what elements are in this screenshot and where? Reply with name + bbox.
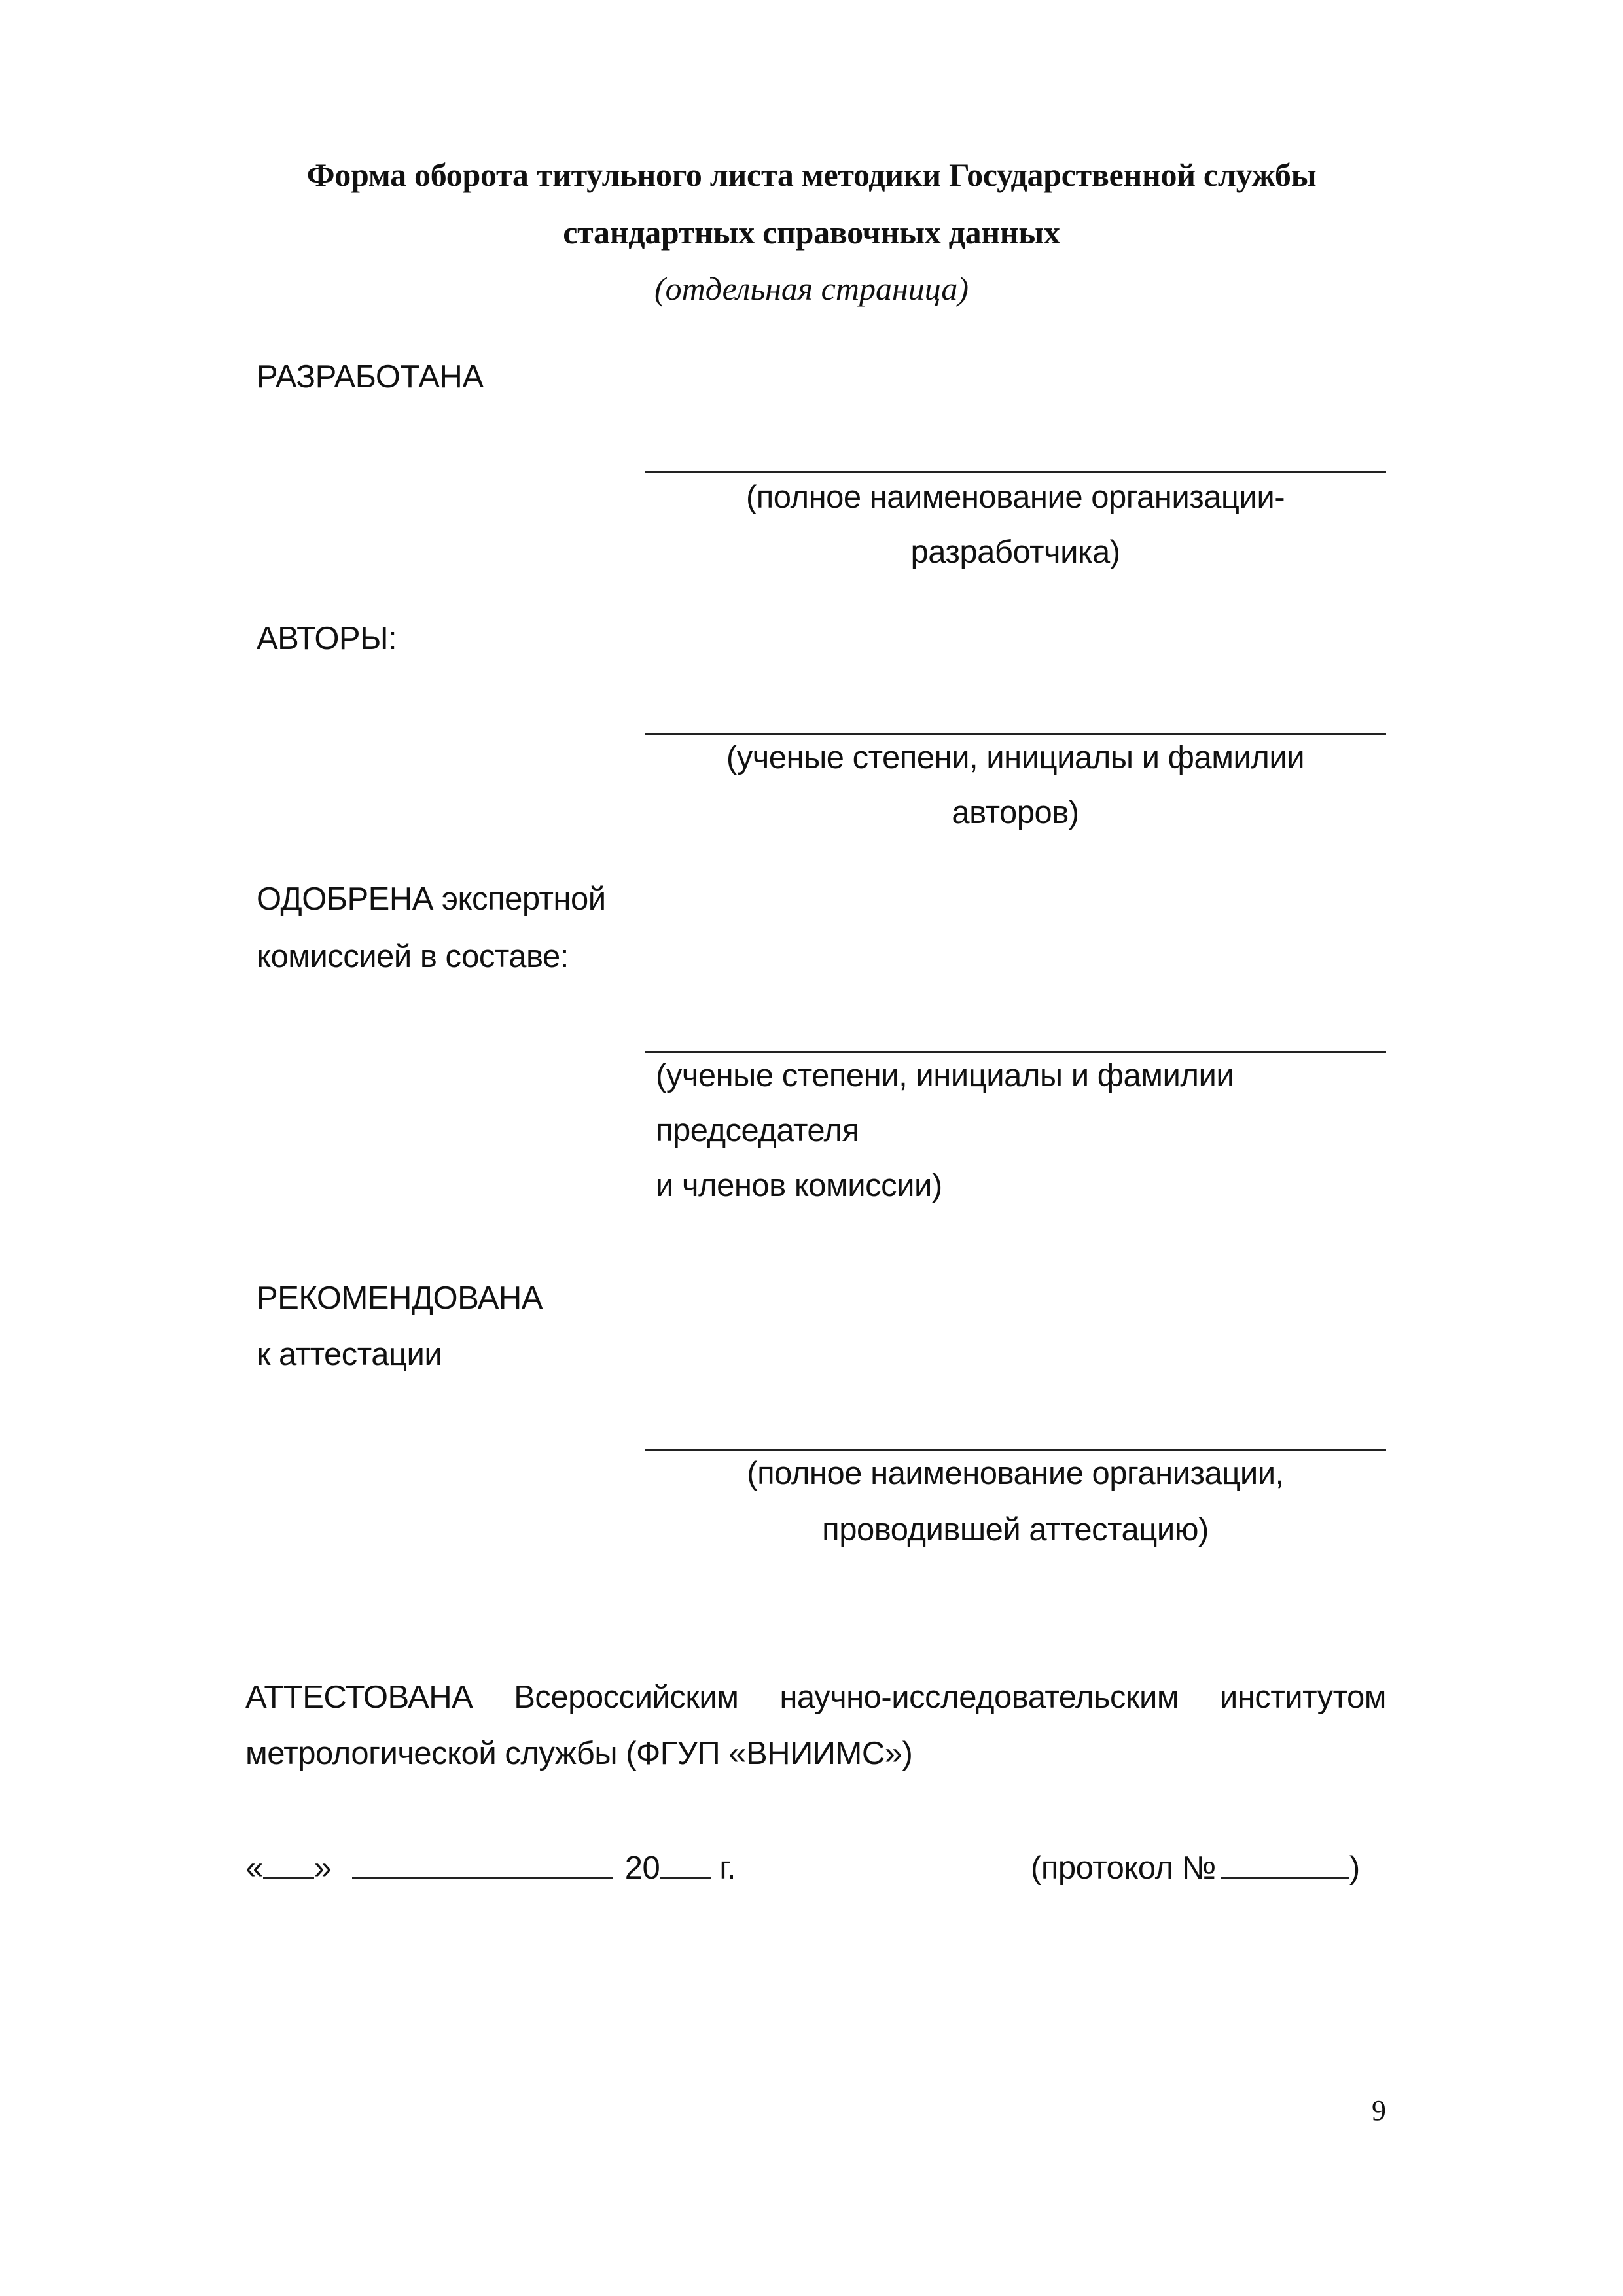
page-number: 9 [1372, 2094, 1386, 2127]
certified-word: Всероссийским [514, 1680, 739, 1715]
day-blank [263, 1848, 314, 1879]
form-title-line-1: Форма оборота титульного листа методики Государственной службы [306, 156, 1317, 193]
developer-name-line [645, 471, 1386, 473]
developer-hint-line-1: (полное наименование организации- [745, 480, 1285, 515]
recommended-label-line-1: РЕКОМЕНДОВАНА [257, 1280, 543, 1316]
commission-hint-line-1: (ученые степени, инициалы и фамилии [656, 1058, 1234, 1093]
year-suffix: г. [719, 1850, 736, 1886]
certified-word: научно-исследовательским [779, 1680, 1179, 1715]
protocol-label: (протокол № [1031, 1850, 1216, 1886]
approved-label-line-1: ОДОБРЕНА экспертной [257, 881, 606, 917]
commission-names-line [645, 1051, 1386, 1053]
date-line [245, 1848, 736, 1886]
certified-word: АТТЕСТОВАНА [245, 1680, 473, 1715]
certified-line-1 [245, 1679, 1386, 1716]
protocol-close: ) [1349, 1850, 1360, 1886]
date-open-quote: « [245, 1850, 263, 1886]
protocol-number-blank [1221, 1848, 1349, 1879]
year-prefix: 20 [624, 1850, 660, 1886]
authors-label: АВТОРЫ: [257, 621, 397, 656]
recommended-label-line-2: к аттестации [257, 1337, 442, 1372]
year-blank [660, 1848, 711, 1879]
protocol-line [1031, 1848, 1360, 1886]
form-subtitle: (отдельная страница) [654, 270, 969, 307]
commission-hint-line-3: и членов комиссии) [656, 1168, 942, 1203]
form-title-line-2: стандартных справочных данных [563, 214, 1060, 251]
approved-label-line-2: комиссией в составе: [257, 939, 569, 974]
month-blank [352, 1848, 613, 1879]
developer-hint-line-2: разработчика) [910, 535, 1120, 570]
certifying-org-hint-line-2: проводившей аттестацию) [822, 1512, 1209, 1547]
developed-label: РАЗРАБОТАНА [257, 359, 484, 395]
authors-names-line [645, 733, 1386, 735]
certified-line-2: метрологической службы (ФГУП «ВНИИМС») [245, 1736, 913, 1771]
authors-hint-line-2: авторов) [952, 795, 1079, 830]
commission-hint-line-2: председателя [656, 1113, 859, 1148]
certifying-org-line [645, 1449, 1386, 1451]
authors-hint-line-1: (ученые степени, инициалы и фамилии [726, 740, 1305, 775]
certifying-org-hint-line-1: (полное наименование организации, [747, 1456, 1284, 1491]
certified-word: институтом [1219, 1680, 1386, 1715]
date-close-quote: » [313, 1850, 332, 1886]
